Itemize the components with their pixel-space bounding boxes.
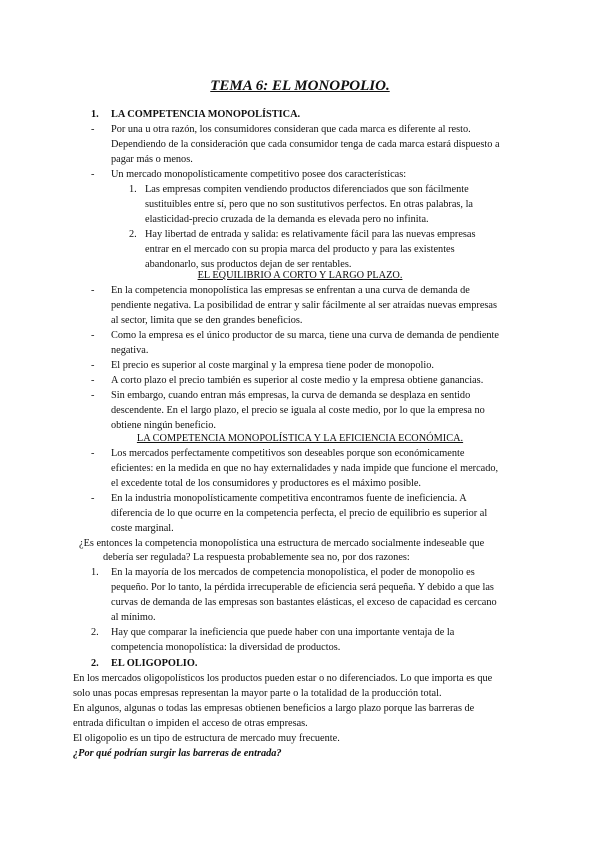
- list-number: 2.: [91, 627, 99, 638]
- list-item-line: Las empresas compiten vendiendo productos diferenciados que son fácilmente: [145, 184, 469, 195]
- paragraph-line: En la competencia monopolística las empresas se enfrentan a una curva de demanda de: [111, 285, 470, 296]
- paragraph-line: Los mercados perfectamente competitivos son deseables porque son económicamente: [111, 448, 465, 459]
- efficiency-heading: LA COMPETENCIA MONOPOLÍSTICA Y LA EFICIENCIA ECONÓMICA.: [136, 433, 464, 444]
- section-2-number: 2.: [91, 658, 99, 669]
- paragraph-line: negativa.: [111, 345, 149, 356]
- list-item-line: sustituibles entre sí, pero que no son sustitutivos perfectos. En otras palabras, la: [145, 199, 474, 210]
- list-number: 2.: [129, 229, 137, 240]
- list-item-line: En la mayoría de los mercados de competencia monopolística, el poder de monopolio es: [111, 567, 475, 578]
- list-item-line: competencia monopolística: la diversidad de productos.: [111, 642, 341, 653]
- paragraph-line: coste marginal.: [111, 523, 174, 534]
- paragraph-line: pendiente negativa. La posibilidad de entrar y salir fácilmente al ser atraídas nuevas empresas: [111, 300, 497, 311]
- paragraph-line: El oligopolio es un tipo de estructura de mercado muy frecuente.: [73, 733, 340, 744]
- equilibrium-heading: EL EQUILIBRIO A CORTO Y LARGO PLAZO.: [197, 270, 403, 281]
- paragraph-line: diferencia de lo que ocurre en la competencia perfecta, el precio de equilibrio es superior al: [111, 508, 488, 519]
- paragraph-line: En algunos, algunas o todas las empresas obtienen beneficios a largo plazo porque las barreras de: [73, 703, 475, 714]
- list-item-line: elasticidad-precio cruzada de la demanda es elevada pero no infinita.: [145, 214, 429, 225]
- list-item-line: pequeño. Por lo tanto, la pérdida irrecuperable de eficiencia será pequeña. Y debido a que las: [111, 582, 494, 593]
- paragraph-line: En la industria monopolísticamente competitiva encontramos fuente de ineficiencia. A: [111, 493, 467, 504]
- bullet-dash: -: [91, 169, 95, 180]
- paragraph-line: descendente. En el largo plazo, el precio se iguala al coste medio, por lo que la empresa no: [111, 405, 485, 416]
- paragraph-line: entrada dificultan o impiden el acceso de otras empresas.: [73, 718, 308, 729]
- section-1-heading: LA COMPETENCIA MONOPOLÍSTICA.: [111, 109, 301, 120]
- list-item-line: curvas de demanda de las empresas son bastantes elásticas, el exceso de capacidad es cercano: [111, 597, 497, 608]
- paragraph-line: Sin embargo, cuando entran más empresas, la curva de demanda se desplaza en sentido: [111, 390, 471, 401]
- list-item-line: entrar en el mercado con su propia marca del producto y para las existentes: [145, 244, 455, 255]
- document-title: TEMA 6: EL MONOPOLIO.: [210, 78, 390, 94]
- bullet-dash: -: [91, 360, 95, 371]
- paragraph-line: Un mercado monopolísticamente competitivo posee dos características:: [111, 169, 407, 180]
- list-item-line: abandonarlo, sus productos dejan de ser rentables.: [145, 259, 352, 270]
- bullet-dash: -: [91, 448, 95, 459]
- bullet-dash: -: [91, 124, 95, 135]
- paragraph-line: Dependiendo de la consideración que cada consumidor tenga de cada marca estará dispuesto a: [111, 139, 500, 150]
- list-item-line: Hay que comparar la ineficiencia que puede haber con una importante ventaja de la: [111, 627, 455, 638]
- bullet-dash: -: [91, 390, 95, 401]
- question-line: ¿Es entonces la competencia monopolística una estructura de mercado socialmente indeseable que: [79, 538, 485, 549]
- paragraph-line: pagar más o menos.: [111, 154, 193, 165]
- bullet-dash: -: [91, 493, 95, 504]
- paragraph-line: solo unas pocas empresas representan la mayor parte o la totalidad de la producción total.: [73, 688, 442, 699]
- paragraph-line: Como la empresa es el único productor de su marca, tiene una curva de demanda de pendiente: [111, 330, 499, 341]
- paragraph-line: eficientes: en la medida en que no hay externalidades y nada impide que funcione el mercado,: [111, 463, 499, 474]
- list-item-line: Hay libertad de entrada y salida: es relativamente fácil para las nuevas empresas: [145, 229, 476, 240]
- paragraph-line: obtiene ningún beneficio.: [111, 420, 216, 431]
- list-item-line: al mínimo.: [111, 612, 156, 623]
- list-number: 1.: [91, 567, 99, 578]
- paragraph-line: A corto plazo el precio también es superior al coste medio y la empresa obtiene ganancias.: [111, 375, 484, 386]
- question-line: debería ser regulada? La respuesta probablemente sea no, por dos razones:: [103, 552, 410, 563]
- section-1-number: 1.: [91, 109, 99, 120]
- closing-question: ¿Por qué podrían surgir las barreras de entrada?: [73, 748, 282, 759]
- bullet-dash: -: [91, 375, 95, 386]
- paragraph-line: al sector, limita que se den grandes beneficios.: [111, 315, 303, 326]
- bullet-dash: -: [91, 285, 95, 296]
- paragraph-line: En los mercados oligopolísticos los productos pueden estar o no diferenciados. Lo que importa es que: [73, 673, 493, 684]
- paragraph-line: Por una u otra razón, los consumidores consideran que cada marca es diferente al resto.: [111, 124, 471, 135]
- list-number: 1.: [129, 184, 137, 195]
- bullet-dash: -: [91, 330, 95, 341]
- paragraph-line: El precio es superior al coste marginal y la empresa tiene poder de monopolio.: [111, 360, 434, 371]
- section-2-heading: EL OLIGOPOLIO.: [111, 658, 198, 669]
- paragraph-line: el excedente total de los consumidores y productores es el máximo posible.: [111, 478, 421, 489]
